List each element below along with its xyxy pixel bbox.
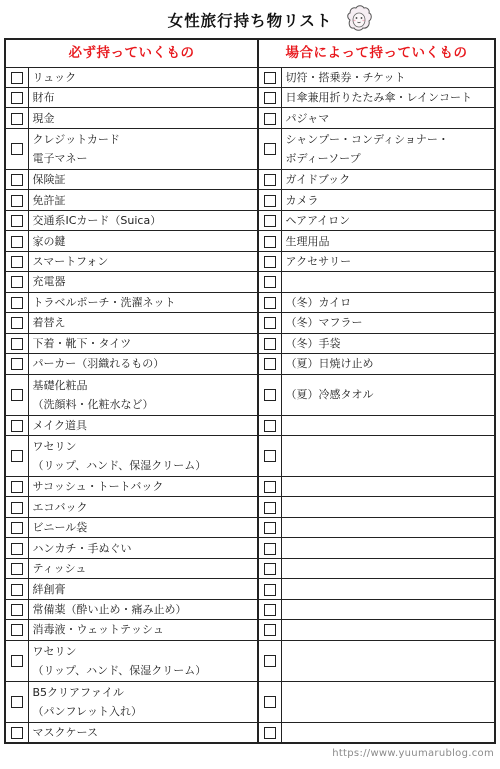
left-checkbox-cell [5, 435, 28, 476]
left-checkbox-cell [5, 87, 28, 107]
required-item-checkbox[interactable] [11, 502, 23, 514]
required-item-text: 保険証 [32, 173, 66, 187]
required-item-checkbox[interactable] [11, 522, 23, 534]
table-row [5, 231, 495, 251]
required-item-checkbox[interactable] [11, 389, 23, 401]
required-item-text: スマートフォン [32, 254, 109, 268]
optional-item-text: 切符・搭乗券・チケット [285, 70, 406, 84]
optional-item-checkbox[interactable] [264, 113, 276, 125]
optional-item-text: （冬）マフラー [285, 316, 363, 330]
optional-item-checkbox[interactable] [264, 174, 276, 186]
optional-item-label [281, 169, 495, 189]
table-row [5, 681, 495, 722]
left-checkbox-cell [5, 374, 28, 415]
optional-item-checkbox[interactable] [264, 522, 276, 534]
optional-item-checkbox[interactable] [264, 358, 276, 370]
left-checkbox-cell [5, 313, 28, 333]
optional-item-checkbox[interactable] [264, 696, 276, 708]
left-checkbox-cell [5, 333, 28, 353]
table-row [5, 87, 495, 107]
required-item-text: 常備薬（酔い止め・痛み止め） [32, 602, 187, 616]
right-checkbox-cell [258, 210, 281, 230]
optional-item-label [281, 251, 495, 271]
optional-item-text: （夏）日焼け止め [285, 357, 374, 371]
left-checkbox-cell [5, 272, 28, 292]
left-checkbox-cell [5, 620, 28, 640]
right-checkbox-cell [258, 640, 281, 681]
required-item-checkbox[interactable] [11, 420, 23, 432]
right-checkbox-cell [258, 292, 281, 312]
required-item-checkbox[interactable] [11, 236, 23, 248]
required-item-label [28, 538, 258, 558]
required-item-label [28, 558, 258, 578]
required-item-text: ビニール袋 [32, 521, 88, 535]
required-item-checkbox[interactable] [11, 604, 23, 616]
optional-item-checkbox[interactable] [264, 543, 276, 555]
required-item-label [28, 169, 258, 189]
table-row [5, 640, 495, 681]
required-item-checkbox[interactable] [11, 624, 23, 636]
left-checkbox-cell [5, 599, 28, 619]
required-item-checkbox[interactable] [11, 584, 23, 596]
optional-item-checkbox[interactable] [264, 655, 276, 667]
optional-item-checkbox[interactable] [264, 276, 276, 288]
right-checkbox-cell [258, 169, 281, 189]
right-checkbox-cell [258, 374, 281, 415]
required-item-checkbox[interactable] [11, 727, 23, 739]
right-checkbox-cell [258, 354, 281, 374]
right-checkbox-cell [258, 476, 281, 496]
optional-item-label [281, 497, 495, 517]
required-item-text: リュック [32, 70, 77, 84]
required-item-text: 基礎化粧品 [32, 378, 88, 392]
table-row [5, 476, 495, 496]
left-checkbox-cell [5, 354, 28, 374]
right-checkbox-cell [258, 599, 281, 619]
table-row [5, 313, 495, 333]
optional-item-label [281, 87, 495, 107]
required-item-text: ハンカチ・手ぬぐい [32, 541, 132, 555]
required-item-checkbox[interactable] [11, 450, 23, 462]
alpaca-mascot-icon [344, 3, 374, 33]
optional-item-checkbox[interactable] [264, 195, 276, 207]
required-item-text: メイク道具 [32, 418, 88, 432]
optional-item-text: ガイドブック [285, 173, 351, 187]
optional-item-text: パジャマ [285, 111, 330, 125]
right-checkbox-cell [258, 272, 281, 292]
left-checkbox-cell [5, 558, 28, 578]
required-item-checkbox[interactable] [11, 113, 23, 125]
table-row [5, 190, 495, 210]
table-row [5, 108, 495, 128]
optional-item-checkbox[interactable] [264, 317, 276, 329]
required-item-label [28, 599, 258, 619]
table-row [5, 558, 495, 578]
required-item-text: マスクケース [32, 725, 98, 739]
optional-item-checkbox[interactable] [264, 502, 276, 514]
left-checkbox-cell [5, 231, 28, 251]
table-row [5, 292, 495, 312]
required-item-label [28, 722, 258, 743]
table-row [5, 620, 495, 640]
required-item-text: B5クリアファイル [32, 685, 124, 699]
required-item-label [28, 497, 258, 517]
required-item-label [28, 190, 258, 210]
optional-item-checkbox[interactable] [264, 338, 276, 350]
right-checkbox-cell [258, 415, 281, 435]
required-item-checkbox[interactable] [11, 655, 23, 667]
optional-item-checkbox[interactable] [264, 236, 276, 248]
table-row [5, 579, 495, 599]
required-item-checkbox[interactable] [11, 317, 23, 329]
left-checkbox-cell [5, 722, 28, 743]
optional-item-text: ボディーソープ [285, 151, 361, 165]
table-row [5, 67, 495, 87]
table-row [5, 538, 495, 558]
required-item-label [28, 579, 258, 599]
optional-item-label [281, 681, 495, 722]
site-url: https://www.yuumarublog.com [332, 748, 494, 759]
required-item-text: 絆創膏 [32, 582, 66, 596]
optional-item-label [281, 722, 495, 743]
required-item-checkbox[interactable] [11, 92, 23, 104]
right-checkbox-cell [258, 87, 281, 107]
left-checkbox-cell [5, 108, 28, 128]
table-row [5, 599, 495, 619]
optional-item-label [281, 558, 495, 578]
right-checkbox-cell [258, 435, 281, 476]
optional-item-checkbox[interactable] [264, 215, 276, 227]
table-row [5, 128, 495, 169]
optional-item-checkbox[interactable] [264, 143, 276, 155]
table-row [5, 333, 495, 353]
optional-item-label [281, 640, 495, 681]
table-row [5, 435, 495, 476]
required-item-text: （リップ、ハンド、保湿クリーム） [32, 663, 207, 677]
required-item-checkbox[interactable] [11, 297, 23, 309]
right-checkbox-cell [258, 128, 281, 169]
header-optional: 場合によって持っていくもの [258, 39, 495, 67]
left-checkbox-cell [5, 169, 28, 189]
required-item-checkbox[interactable] [11, 195, 23, 207]
left-checkbox-cell [5, 579, 28, 599]
table-row [5, 722, 495, 743]
optional-item-checkbox[interactable] [264, 92, 276, 104]
required-item-label [28, 620, 258, 640]
left-checkbox-cell [5, 476, 28, 496]
optional-item-label [281, 415, 495, 435]
optional-item-label [281, 108, 495, 128]
required-item-checkbox[interactable] [11, 358, 23, 370]
optional-item-label [281, 67, 495, 87]
optional-item-text: 日傘兼用折りたたみ傘・レインコート [285, 91, 472, 105]
required-item-label [28, 517, 258, 537]
required-item-label [28, 476, 258, 496]
left-checkbox-cell [5, 497, 28, 517]
optional-item-checkbox[interactable] [264, 481, 276, 493]
optional-item-label [281, 517, 495, 537]
required-item-label [28, 415, 258, 435]
required-item-label [28, 108, 258, 128]
left-checkbox-cell [5, 210, 28, 230]
optional-item-checkbox[interactable] [264, 256, 276, 268]
required-item-label [28, 251, 258, 271]
optional-item-label [281, 128, 495, 169]
required-item-text: 現金 [32, 111, 55, 125]
required-item-text: （パンフレット入れ） [32, 704, 142, 718]
page-title: 女性旅行持ち物リスト [167, 12, 333, 30]
right-checkbox-cell [258, 517, 281, 537]
required-item-text: クレジットカード [32, 132, 120, 146]
packing-list-table [4, 38, 496, 744]
optional-item-checkbox[interactable] [264, 584, 276, 596]
required-item-checkbox[interactable] [11, 338, 23, 350]
required-item-text: 交通系ICカード（Suica） [32, 214, 162, 228]
optional-item-label [281, 272, 495, 292]
required-item-checkbox[interactable] [11, 72, 23, 84]
optional-item-checkbox[interactable] [264, 624, 276, 636]
required-item-checkbox[interactable] [11, 215, 23, 227]
optional-item-label [281, 210, 495, 230]
required-item-text: 免許証 [32, 193, 66, 207]
required-item-label [28, 640, 258, 681]
required-item-text: （洗顔料・化粧水など） [32, 397, 154, 411]
optional-item-text: （冬）手袋 [285, 336, 341, 350]
table-row [5, 251, 495, 271]
optional-item-checkbox[interactable] [264, 450, 276, 462]
required-item-text: サコッシュ・トートバック [32, 480, 164, 494]
table-row [5, 169, 495, 189]
right-checkbox-cell [258, 108, 281, 128]
required-item-checkbox[interactable] [11, 563, 23, 575]
right-checkbox-cell [258, 620, 281, 640]
required-item-checkbox[interactable] [11, 174, 23, 186]
optional-item-text: （夏）冷感タオル [285, 388, 374, 402]
required-item-label [28, 292, 258, 312]
required-item-text: エコバック [32, 500, 88, 514]
optional-item-label [281, 599, 495, 619]
required-item-label [28, 374, 258, 415]
optional-item-label [281, 374, 495, 415]
optional-item-label [281, 354, 495, 374]
required-item-checkbox[interactable] [11, 256, 23, 268]
optional-item-label [281, 313, 495, 333]
table-row [5, 354, 495, 374]
left-checkbox-cell [5, 251, 28, 271]
table-row [5, 497, 495, 517]
required-item-text: 家の鍵 [32, 234, 66, 248]
required-item-label [28, 313, 258, 333]
optional-item-text: 生理用品 [285, 234, 330, 248]
required-item-text: 着替え [32, 316, 66, 330]
required-item-text: 消毒液・ウェットテッシュ [32, 623, 164, 637]
table-row [5, 272, 495, 292]
required-item-text: トラベルポーチ・洗濯ネット [32, 295, 176, 309]
table-row [5, 210, 495, 230]
required-item-label [28, 67, 258, 87]
required-item-label [28, 435, 258, 476]
right-checkbox-cell [258, 333, 281, 353]
required-item-label [28, 128, 258, 169]
table-row [5, 517, 495, 537]
required-item-label [28, 87, 258, 107]
header-row [5, 39, 495, 67]
right-checkbox-cell [258, 558, 281, 578]
left-checkbox-cell [5, 538, 28, 558]
header-required: 必ず持っていくもの [5, 39, 258, 67]
optional-item-text: アクセサリー [285, 254, 352, 268]
optional-item-label [281, 538, 495, 558]
left-checkbox-cell [5, 67, 28, 87]
optional-item-checkbox[interactable] [264, 563, 276, 575]
optional-item-checkbox[interactable] [264, 727, 276, 739]
table-row [5, 415, 495, 435]
required-item-text: ティッシュ [32, 562, 87, 576]
left-checkbox-cell [5, 128, 28, 169]
optional-item-checkbox[interactable] [264, 297, 276, 309]
optional-item-label [281, 231, 495, 251]
required-item-checkbox[interactable] [11, 276, 23, 288]
optional-item-label [281, 333, 495, 353]
required-item-label [28, 210, 258, 230]
optional-item-label [281, 190, 495, 210]
required-item-text: 財布 [32, 91, 55, 105]
required-item-checkbox[interactable] [11, 543, 23, 555]
optional-item-label [281, 292, 495, 312]
required-item-label [28, 231, 258, 251]
right-checkbox-cell [258, 231, 281, 251]
optional-item-text: シャンプー・コンディショナー・ [285, 132, 449, 146]
required-item-checkbox[interactable] [11, 481, 23, 493]
required-item-text: 充電器 [32, 275, 66, 289]
required-item-text: パーカー（羽織れるもの） [32, 357, 165, 371]
left-checkbox-cell [5, 640, 28, 681]
optional-item-text: （冬）カイロ [285, 295, 352, 309]
required-item-text: ワセリン [32, 644, 77, 658]
table-row [5, 374, 495, 415]
required-item-label [28, 272, 258, 292]
left-checkbox-cell [5, 681, 28, 722]
optional-item-label [281, 476, 495, 496]
right-checkbox-cell [258, 722, 281, 743]
left-checkbox-cell [5, 190, 28, 210]
required-item-text: 電子マネー [32, 151, 88, 165]
optional-item-checkbox[interactable] [264, 604, 276, 616]
required-item-checkbox[interactable] [11, 696, 23, 708]
required-item-text: ワセリン [32, 439, 77, 453]
optional-item-text: カメラ [285, 193, 319, 207]
optional-item-label [281, 620, 495, 640]
optional-item-checkbox[interactable] [264, 389, 276, 401]
left-checkbox-cell [5, 415, 28, 435]
right-checkbox-cell [258, 681, 281, 722]
right-checkbox-cell [258, 251, 281, 271]
left-checkbox-cell [5, 517, 28, 537]
required-item-checkbox[interactable] [11, 143, 23, 155]
required-item-text: （リップ、ハンド、保湿クリーム） [32, 458, 207, 472]
optional-item-text: ヘアアイロン [285, 214, 351, 228]
required-item-label [28, 681, 258, 722]
right-checkbox-cell [258, 67, 281, 87]
title-area [0, 0, 500, 38]
required-item-label [28, 354, 258, 374]
right-checkbox-cell [258, 497, 281, 517]
optional-item-checkbox[interactable] [264, 420, 276, 432]
left-checkbox-cell [5, 292, 28, 312]
required-item-text: 下着・靴下・タイツ [32, 336, 132, 350]
right-checkbox-cell [258, 190, 281, 210]
right-checkbox-cell [258, 579, 281, 599]
required-item-label [28, 333, 258, 353]
right-checkbox-cell [258, 313, 281, 333]
optional-item-label [281, 579, 495, 599]
optional-item-label [281, 435, 495, 476]
right-checkbox-cell [258, 538, 281, 558]
optional-item-checkbox[interactable] [264, 72, 276, 84]
